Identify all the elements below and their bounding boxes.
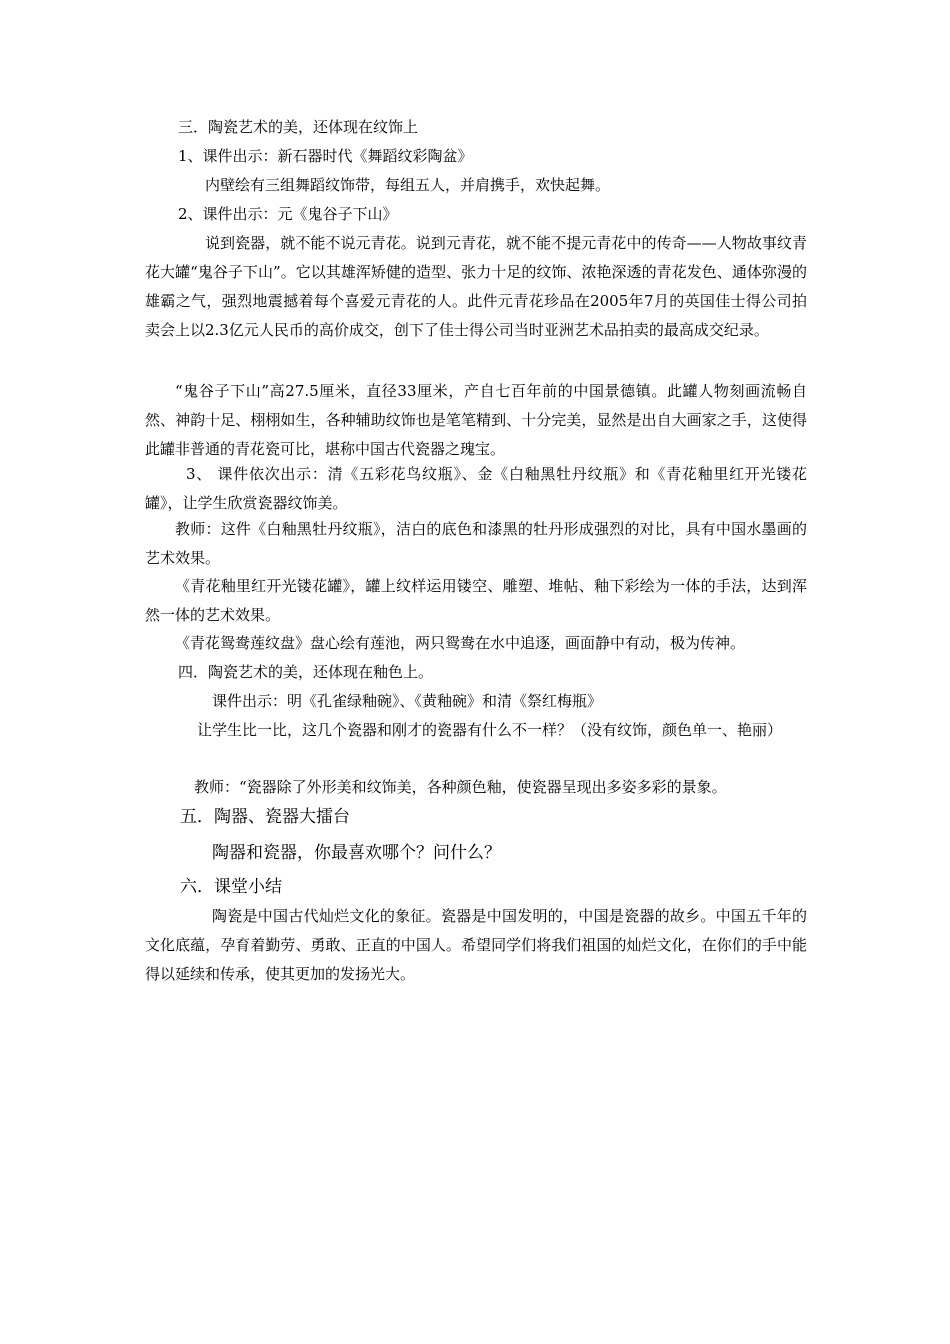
paragraph-mandarin-duck-plate: 《青花鸳鸯莲纹盘》盘心绘有莲池，两只鸳鸯在水中追逐，画面静中有动，极为传神。 — [175, 634, 746, 652]
paragraph-courseware-3: 3、 课件依次出示：清《五彩花鸟纹瓶》、金《白釉黑牡丹纹瓶》和《青花釉里红开光镂花罐》，让学生欣赏瓷器纹饰美。 — [145, 465, 807, 512]
paragraph-teacher-white-glaze: 教师：这件《白釉黑牡丹纹瓶》，洁白的底色和漆黑的牡丹形成强烈的对比，具有中国水墨画的艺术效果。 — [145, 520, 807, 567]
paragraph-teacher-glaze-colors: 教师：“瓷器除了外形美和纹饰美，各种颜色釉，使瓷器呈现出多姿多彩的景象。 — [194, 778, 727, 796]
section-heading-4: 四．陶瓷艺术的美，还体现在釉色上。 — [178, 663, 434, 681]
courseware-item-1: 1、课件出示：新石器时代《舞蹈纹彩陶盆》 — [178, 147, 473, 165]
courseware-item-2: 2、课件出示：元《鬼谷子下山》 — [178, 205, 398, 223]
item-1-description: 内壁绘有三组舞蹈纹饰带，每组五人，并肩携手，欢快起舞。 — [205, 176, 611, 194]
section-heading-3: 三．陶瓷艺术的美，还体现在纹饰上 — [178, 118, 419, 136]
courseware-item-4: 课件出示：明《孔雀绿釉碗》、《黄釉碗》和清《祭红梅瓶》 — [212, 692, 603, 710]
section-heading-5: 五．陶器、瓷器大擂台 — [180, 807, 350, 827]
paragraph-openwork-jar: 《青花釉里红开光镂花罐》，罐上纹样运用镂空、雕塑、堆帖、釉下彩绘为一体的手法，达到浑然一体的艺术效果。 — [145, 577, 807, 624]
paragraph-summary: 陶瓷是中国古代灿烂文化的象征。瓷器是中国发明的，中国是瓷器的故乡。中国五千年的文化底蕴，孕育着勤劳、勇敢、正直的中国人。希望同学们将我们祖国的灿烂文化，在你们的手中能得以延续和传承，使其更加的发扬光大。 — [145, 907, 807, 983]
arena-question: 陶器和瓷器，你最喜欢哪个？问什么？ — [212, 843, 501, 863]
section-heading-6: 六．课堂小结 — [180, 877, 282, 897]
paragraph-compare-question: 让学生比一比，这几个瓷器和刚才的瓷器有什么不一样？（没有纹饰，颜色单一、艳丽） — [197, 721, 783, 739]
paragraph-yuan-blue-white: 说到瓷器，就不能不说元青花。说到元青花，就不能不提元青花中的传奇——人物故事纹青花大罐“鬼谷子下山”。它以其雄浑矫健的造型、张力十足的纹饰、浓艳深透的青花发色、通体弥漫的雄霸之气，强烈地震撼着每个喜爱元青花的人。此件元青花珍品在2005年7月的英国佳士得公司拍卖会上以2.3亿元人民币的高价成交，创下了佳士得公司当时亚洲艺术品拍卖的最高成交纪录。 — [145, 234, 807, 339]
paragraph-guiguzi-jar: “鬼谷子下山”高27.5厘米，直径33厘米，产自七百年前的中国景德镇。此罐人物刻画流畅自然、神韵十足、栩栩如生，各种辅助纹饰也是笔笔精到、十分完美，显然是出自大画家之手，这使得此罐非普通的青花瓷可比，堪称中国古代瓷器之瑰宝。 — [145, 382, 807, 458]
